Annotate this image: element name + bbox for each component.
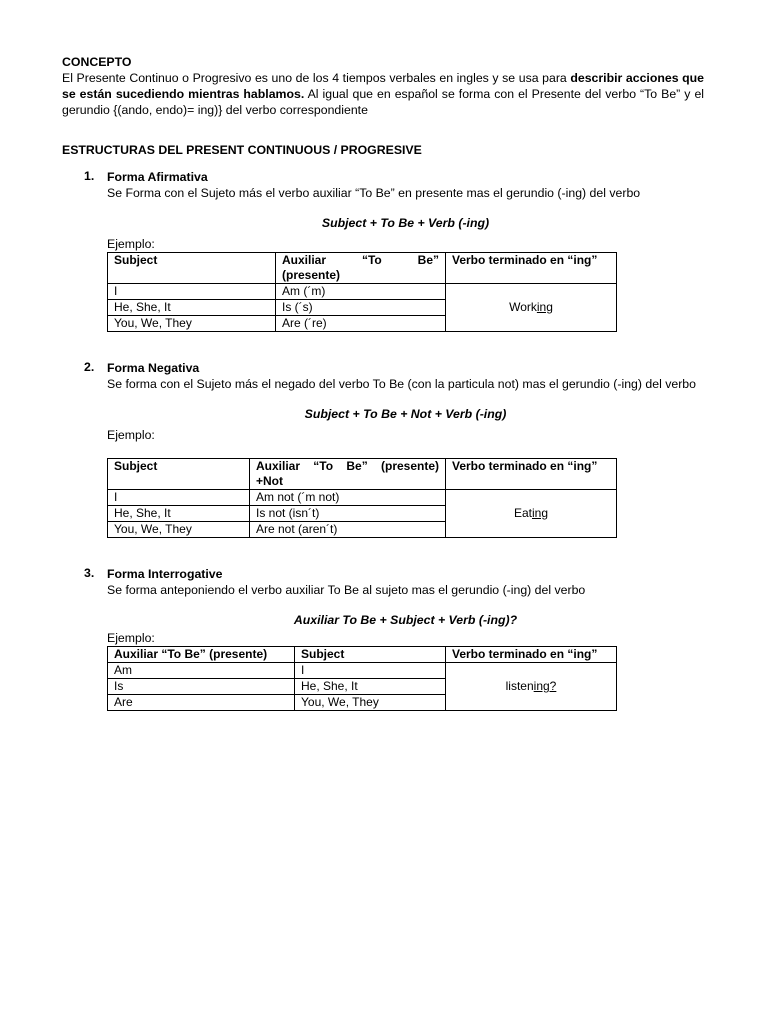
header-cell: Verbo terminado en “ing”: [446, 647, 617, 663]
section-title: Forma Afirmativa: [107, 170, 208, 184]
example-table: [107, 252, 617, 332]
concept-text-2: Al igual que en español se forma con el Presente del verbo “To Be” y el gerundio {(ando, endo)= ing)} del verbo correspondiente: [62, 87, 705, 117]
section-title: Forma Interrogative: [107, 567, 223, 581]
header-cell: Subject: [295, 647, 446, 663]
header-cell: Verbo terminado en “ing”: [446, 253, 617, 284]
formula: Subject + To Be + Verb (-ing): [321, 216, 490, 230]
table-cell: Is (´s): [276, 300, 446, 316]
verb-stem: Eat: [513, 506, 532, 520]
table-cell: He, She, It: [108, 506, 250, 522]
structures-heading: ESTRUCTURAS DEL PRESENT CONTINUOUS / PROGRESIVE: [62, 143, 422, 157]
verb-cell: [446, 284, 617, 332]
table-cell: Am not (´m not): [250, 490, 446, 506]
verb-cell: [446, 490, 617, 538]
section-description: Se Forma con el Sujeto más el verbo auxiliar “To Be” en presente mas el gerundio (-ing) del verbo: [107, 186, 641, 200]
table-cell: He, She, It: [295, 679, 446, 695]
header-cell: Auxiliar “To Be” (presente): [276, 253, 446, 284]
table-cell: I: [295, 663, 446, 679]
table-cell: You, We, They: [295, 695, 446, 711]
table-cell: You, We, They: [108, 316, 276, 332]
concept-heading: CONCEPTO: [62, 55, 132, 69]
table-cell: He, She, It: [108, 300, 276, 316]
header-cell: Auxiliar “To Be” (presente): [108, 647, 295, 663]
table-cell: Are (´re): [276, 316, 446, 332]
concept-bold-text: describir acciones que se están sucediendo mientras hablamos.: [62, 71, 704, 101]
section-number: 3.: [84, 566, 95, 580]
verb-suffix: ing: [532, 506, 549, 520]
verb-stem: listen: [505, 679, 534, 693]
table-row: [108, 663, 617, 679]
example-label: Ejemplo:: [107, 237, 155, 251]
example-table: [107, 646, 617, 711]
table-cell: You, We, They: [108, 522, 250, 538]
table-cell: Is: [108, 679, 295, 695]
header-cell: [250, 459, 446, 490]
header-cell: Verbo terminado en “ing”: [446, 459, 617, 490]
concept-text-1: El Presente Continuo o Progresivo es uno de los 4 tiempos verbales en ingles y se usa para: [62, 71, 571, 85]
example-label: Ejemplo:: [107, 428, 155, 442]
header-cell: Subject: [108, 253, 276, 284]
verb-cell: [446, 663, 617, 711]
concept-paragraph: [62, 70, 704, 118]
table-cell: Are not (aren´t): [250, 522, 446, 538]
table-cell: I: [108, 490, 250, 506]
header-cell-line: Auxiliar “To Be” (presente): [256, 459, 439, 473]
document-page: [62, 54, 704, 711]
table-header-row: [108, 459, 617, 490]
section-number: 1.: [84, 169, 95, 183]
verb-stem: Work: [509, 300, 537, 314]
verb-suffix: ing?: [533, 679, 557, 693]
table-row: [108, 284, 617, 300]
section-title: Forma Negativa: [107, 361, 200, 375]
section-description: Se forma con el Sujeto más el negado del verbo To Be (con la particula not) mas el gerundio (-ing) del verbo: [107, 377, 696, 391]
table-row: [108, 490, 617, 506]
example-table: [107, 458, 617, 538]
table-cell: Is not (isn´t): [250, 506, 446, 522]
formula: Subject + To Be + Not + Verb (-ing): [304, 407, 507, 421]
header-cell-text: (presente): [282, 268, 341, 282]
section-negative: [62, 360, 704, 538]
table-header-row: [108, 647, 617, 663]
section-interrogative: [62, 566, 704, 711]
table-cell: Am: [108, 663, 295, 679]
formula: Auxiliar To Be + Subject + Verb (-ing)?: [293, 613, 518, 627]
header-cell-line: +Not: [256, 474, 283, 488]
verb-suffix: ing: [536, 300, 553, 314]
table-cell: I: [108, 284, 276, 300]
section-affirmative: [62, 169, 704, 332]
example-label: Ejemplo:: [107, 631, 155, 645]
table-header-row: [108, 253, 617, 284]
header-cell: Subject: [108, 459, 250, 490]
section-description: Se forma anteponiendo el verbo auxiliar To Be al sujeto mas el gerundio (-ing) del verbo: [107, 583, 586, 597]
table-cell: Are: [108, 695, 295, 711]
table-cell: Am (´m): [276, 284, 446, 300]
section-number: 2.: [84, 360, 95, 374]
